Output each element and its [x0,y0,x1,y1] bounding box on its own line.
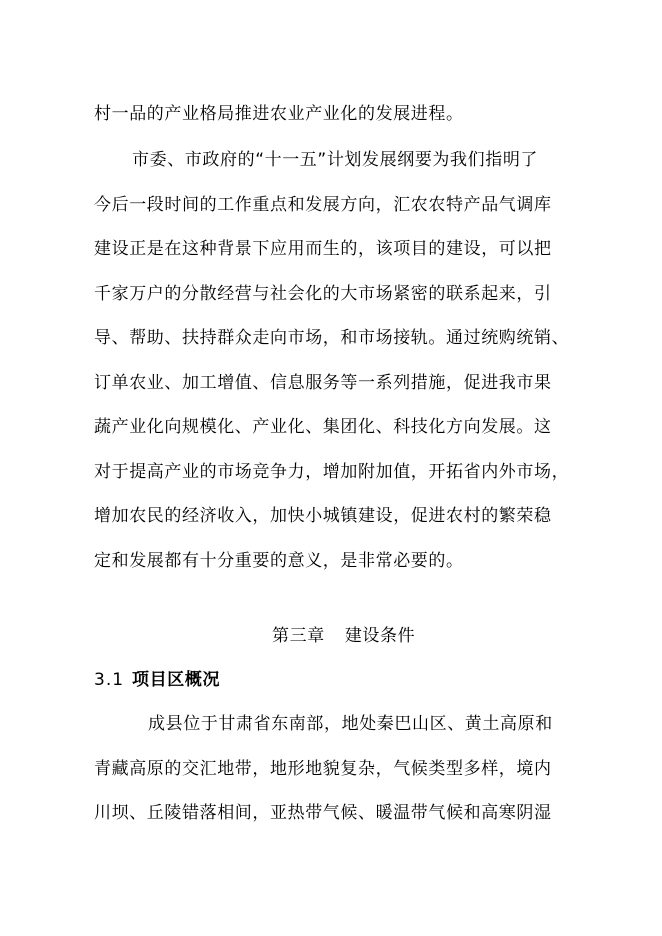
paragraph-line: 订单农业、加工增值、信息服务等一系列措施，促进我市果 [94,373,552,393]
paragraph-line: 建设正是在这种背景下应用而生的，该项目的建设，可以把 [94,239,552,259]
paragraph-line: 成县位于甘肃省东南部，地处秦巴山区、黄土高原和 [148,714,553,734]
paragraph-line: 千家万户的分散经营与社会化的大市场紧密的联系起来，引 [94,284,552,304]
paragraph-line: 青藏高原的交汇地带，地形地貌复杂，气候类型多样，境内 [94,759,552,779]
paragraph-line: 市委、市政府的“十一五”计划发展纲要为我们指明了 [132,150,539,170]
paragraph-line: 导、帮助、扶持群众走向市场，和市场接轨。通过统购统销、 [94,328,570,348]
section-title: 项目区概况 [132,670,221,690]
chapter-number: 第三章 [272,626,325,646]
section-number: 3.1 [94,670,125,690]
chapter-heading [272,624,415,648]
paragraph-line: 增加农民的经济收入，加快小城镇建设，促进农村的繁荣稳 [94,506,552,526]
paragraph-line: 川坝、丘陵错落相间，亚热带气候、暖温带气候和高寒阴湿 [94,803,552,823]
paragraph-line: 蔬产业化向规模化、产业化、集团化、科技化方向发展。这 [94,417,552,437]
paragraph-line: 村一品的产业格局推进农业产业化的发展进程。 [94,104,464,124]
chapter-title: 建设条件 [344,626,416,646]
paragraph-line: 定和发展都有十分重要的意义，是非常必要的。 [94,551,464,571]
paragraph-line: 今后一段时间的工作重点和发展方向，汇农农特产品气调库 [94,195,552,215]
paragraph-line: 对于提高产业的市场竞争力，增加附加值，开拓省内外市场， [94,462,570,482]
section-heading [94,668,220,692]
